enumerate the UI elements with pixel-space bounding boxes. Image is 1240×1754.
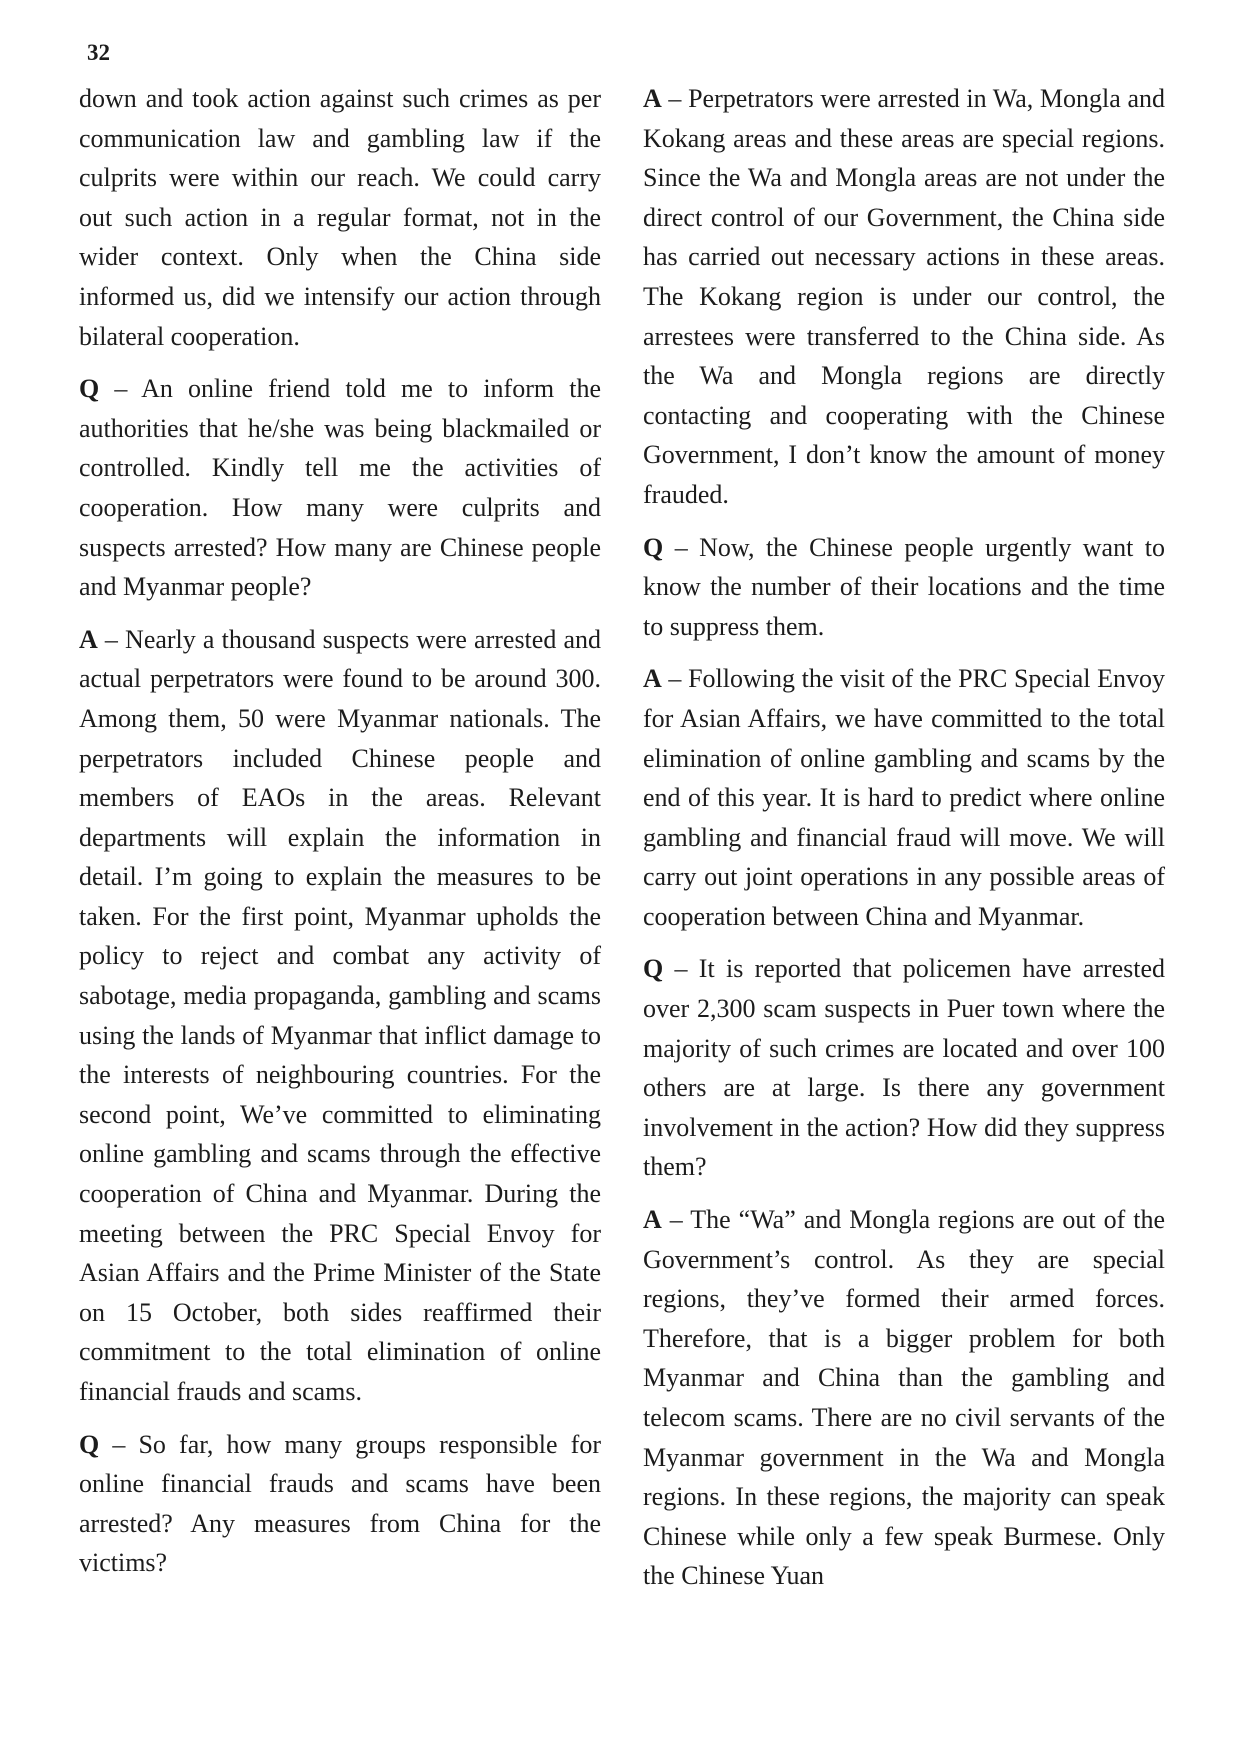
question-marker: Q [643,532,664,562]
answer-paragraph [79,620,601,1412]
paragraph-text: – Now, the Chinese people urgently want to know the number of their locations and the time to suppress them. [643,532,1165,641]
answer-paragraph [643,79,1165,515]
answer-paragraph [643,659,1165,936]
paragraph-continuation [79,79,601,356]
right-column [643,79,1165,1609]
answer-marker: A [79,624,98,654]
paragraph-text: – Nearly a thousand suspects were arrested and actual perpetrators were found to be around 300. Among them, 50 were Myanmar nationals. The perpetrators included Chinese people and members of EAOs in the areas. Relevant departments will explain the information in detail. I’m going to explain the measures to be taken. For the first point, Myanmar upholds the policy to reject and combat any activity of sabotage, media propaganda, gambling and scams using the lands of Myanmar that inflict damage to the interests of neighbouring countries. For the second point, We’ve committed to eliminating online gambling and scams through the effective cooperation of China and Myanmar. During the meeting between the PRC Special Envoy for Asian Affairs and the Prime Minister of the State on 15 October, both sides reaffirmed their commitment to the total elimination of online financial frauds and scams. [79,624,601,1406]
question-paragraph [79,369,601,607]
paragraph-text: – Following the visit of the PRC Special Envoy for Asian Affairs, we have committed to the total elimination of online gambling and scams by the end of this year. It is hard to predict where online gambling and financial fraud will move. We will carry out joint operations in any possible areas of cooperation between China and Myanmar. [643,664,1165,931]
question-paragraph [79,1425,601,1583]
question-marker: Q [79,374,100,404]
paragraph-text: – It is reported that policemen have arrested over 2,300 scam suspects in Puer town where the majority of such crimes are located and over 100 others are at large. Is there any government involvement in the action? How did they suppress them? [643,954,1165,1182]
answer-paragraph [643,1200,1165,1596]
answer-marker: A [643,664,662,694]
question-marker: Q [79,1429,100,1459]
question-marker: Q [643,954,664,984]
paragraph-text: down and took action against such crimes as per communication law and gambling law if the culprits were within our reach. We could carry out such action in a regular format, not in the wider context. Only when the China side informed us, did we intensify our action through bilateral cooperation. [79,84,601,351]
paragraph-text: – Perpetrators were arrested in Wa, Mongla and Kokang areas and these areas are special regions. Since the Wa and Mongla areas are not under the direct control of our Government, the China side has carried out necessary actions in these areas. The Kokang region is under our control, the arrestees were transferred to the China side. As the Wa and Mongla regions are directly contacting and cooperating with the Chinese Government, I don’t know the amount of money frauded. [643,84,1165,509]
answer-marker: A [643,1205,662,1235]
paragraph-text: – The “Wa” and Mongla regions are out of the Government’s control. As they are special regions, they’ve formed their armed forces. Therefore, that is a bigger problem for both Myanmar and China than the gambling and telecom scams. There are no civil servants of the Myanmar government in the Wa and Mongla regions. In these regions, the majority can speak Chinese while only a few speak Burmese. Only the Chinese Yuan [643,1205,1165,1591]
answer-marker: A [643,84,662,113]
left-column [79,79,601,1596]
page-number: 32 [87,40,110,65]
paragraph-text: – An online friend told me to inform the authorities that he/she was being blackmailed or controlled. Kindly tell me the activities of cooperation. How many were culprits and suspects arrested? How many are Chinese people and Myanmar people? [79,374,601,602]
paragraph-text: – So far, how many groups responsible for online financial frauds and scams have been arrested? Any measures from China for the victims? [79,1429,601,1578]
question-paragraph [643,949,1165,1187]
question-paragraph [643,528,1165,647]
